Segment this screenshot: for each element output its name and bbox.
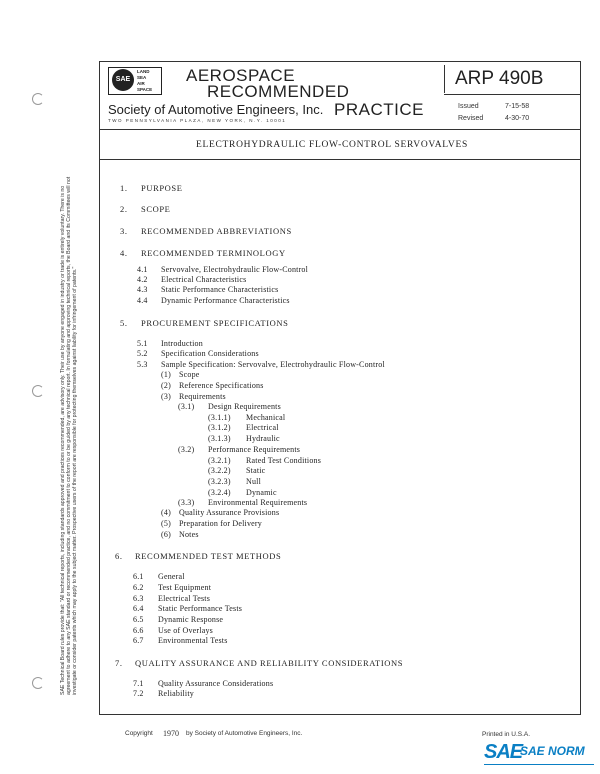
revised-label: Revised [458, 115, 484, 122]
sae-norm-watermark: SAE NORM [520, 744, 585, 758]
logo-tagline: LAND SEA AIR SPACE [137, 69, 153, 92]
printed-in: Printed in U.S.A. [482, 731, 531, 738]
watermark-underline [484, 764, 594, 765]
item-number: (3.1.2) [208, 423, 231, 432]
item-text: Hydraulic [246, 434, 280, 443]
binder-hole [32, 385, 44, 397]
item-text: Notes [179, 530, 199, 539]
item-number: (5) [161, 519, 171, 528]
header-title-line3: PRACTICE [334, 100, 424, 119]
item-number: (3) [161, 392, 171, 401]
section-title: RECOMMENDED ABBREVIATIONS [141, 226, 292, 236]
item-text: Reference Specifications [179, 381, 264, 390]
header-divider [99, 129, 581, 130]
item-number: 5.1 [137, 339, 148, 348]
item-text: Static Performance Characteristics [161, 285, 279, 294]
revised-date: 4-30-70 [505, 115, 530, 122]
section-title: RECOMMENDED TEST METHODS [135, 551, 282, 561]
item-number: 5.3 [137, 360, 148, 369]
item-text: Preparation for Delivery [179, 519, 262, 528]
section-number: 1. [120, 183, 128, 193]
issued-label: Issued [458, 103, 479, 110]
item-text: Reliability [158, 689, 194, 698]
item-number: (3.1) [178, 402, 195, 411]
item-number: (2) [161, 381, 171, 390]
item-number: (4) [161, 508, 171, 517]
item-text: Sample Specification: Servovalve, Electrohydraulic Flow-Control [161, 360, 385, 369]
section-number: 5. [120, 318, 128, 328]
item-text: Static Performance Tests [158, 604, 243, 613]
copyright-year: 1970 [163, 729, 179, 738]
item-text: Requirements [179, 392, 226, 401]
item-number: 6.1 [133, 572, 144, 581]
item-text: Introduction [161, 339, 203, 348]
item-text: Use of Overlays [158, 626, 213, 635]
item-text: Quality Assurance Provisions [179, 508, 280, 517]
item-text: Dynamic Performance Characteristics [161, 296, 290, 305]
item-text: Environmental Tests [158, 636, 228, 645]
item-number: (3.2.4) [208, 488, 231, 497]
technical-board-note: SAE Technical Board rules provide that: "All technical reports, including standards approved and practices recommended, are advisory only. Their use by anyone engaged in industry or trade is entirely voluntary. There is no agreement to adhere to any SAE standard or recommended practice, and no commitment to conform to or be guided by any technical report. In formulating and approving technical reports, the Board and its Committees will not investigate or consider patents which may apply to the subject matter. Prospective users of the report are responsible for protecting themselves against liability for infringement of patents." [60, 176, 79, 695]
item-text: Static [246, 466, 266, 475]
item-number: (3.1.1) [208, 413, 231, 422]
item-text: Test Equipment [158, 583, 212, 592]
section-number: 2. [120, 204, 128, 214]
item-number: 6.2 [133, 583, 144, 592]
item-text: Rated Test Conditions [246, 456, 322, 465]
header-title-line2: RECOMMENDED [207, 82, 350, 101]
item-number: (3.2) [178, 445, 195, 454]
item-text: Environmental Requirements [208, 498, 308, 507]
society-address: TWO PENNSYLVANIA PLAZA, NEW YORK, N.Y. 10001 [108, 118, 287, 123]
item-text: General [158, 572, 185, 581]
section-number: 6. [115, 551, 123, 561]
section-number: 4. [120, 248, 128, 258]
binder-hole [32, 677, 44, 689]
item-number: (3.3) [178, 498, 195, 507]
copyright-holder: by Society of Automotive Engineers, Inc. [186, 730, 303, 737]
item-text: Null [246, 477, 262, 486]
item-text: Performance Requirements [208, 445, 301, 454]
item-number: 4.3 [137, 285, 148, 294]
item-number: 4.2 [137, 275, 148, 284]
sae-watermark-logo: SAE [484, 741, 523, 763]
item-number: 4.1 [137, 265, 148, 274]
item-number: 7.1 [133, 679, 144, 688]
item-text: Electrical [246, 423, 279, 432]
item-number: (6) [161, 530, 171, 539]
item-number: (1) [161, 370, 171, 379]
item-number: (3.2.2) [208, 466, 231, 475]
item-number: (3.2.3) [208, 477, 231, 486]
item-number: (3.2.1) [208, 456, 231, 465]
item-number: 6.6 [133, 626, 144, 635]
issued-date: 7-15-58 [505, 103, 530, 110]
document-title: ELECTROHYDRAULIC FLOW-CONTROL SERVOVALVES [196, 140, 468, 150]
item-text: Scope [179, 370, 200, 379]
item-text: Quality Assurance Considerations [158, 679, 274, 688]
item-number: 6.4 [133, 604, 144, 613]
item-text: Dynamic [246, 488, 277, 497]
doc-number: ARP 490B [455, 68, 544, 89]
item-text: Servovalve, Electrohydraulic Flow-Control [161, 265, 309, 274]
item-text: Mechanical [246, 413, 286, 422]
copyright-label: Copyright [125, 730, 153, 737]
section-title: PROCUREMENT SPECIFICATIONS [141, 318, 289, 328]
section-title: RECOMMENDED TERMINOLOGY [141, 248, 286, 258]
header-title-line1: AEROSPACE [186, 66, 296, 85]
item-number: 6.7 [133, 636, 144, 645]
item-number: 7.2 [133, 689, 144, 698]
item-text: Electrical Characteristics [161, 275, 247, 284]
item-text: Electrical Tests [158, 594, 211, 603]
item-text: Specification Considerations [161, 349, 259, 358]
section-title: QUALITY ASSURANCE AND RELIABILITY CONSIDERATIONS [135, 658, 404, 668]
title-divider [99, 159, 581, 160]
item-number: 4.4 [137, 296, 148, 305]
item-text: Dynamic Response [158, 615, 224, 624]
binder-hole [32, 93, 44, 105]
section-number: 3. [120, 226, 128, 236]
section-title: PURPOSE [141, 183, 183, 193]
item-number: 6.5 [133, 615, 144, 624]
item-number: 5.2 [137, 349, 148, 358]
section-number: 7. [115, 658, 123, 668]
section-title: SCOPE [141, 204, 171, 214]
doc-number-box [444, 65, 578, 93]
society-name: Society of Automotive Engineers, Inc. [108, 102, 324, 117]
item-text: Design Requirements [208, 402, 281, 411]
item-number: 6.3 [133, 594, 144, 603]
doc-number-divider [444, 94, 581, 95]
item-number: (3.1.3) [208, 434, 231, 443]
sae-logo: SAE LAND SEA AIR SPACE [108, 67, 162, 95]
